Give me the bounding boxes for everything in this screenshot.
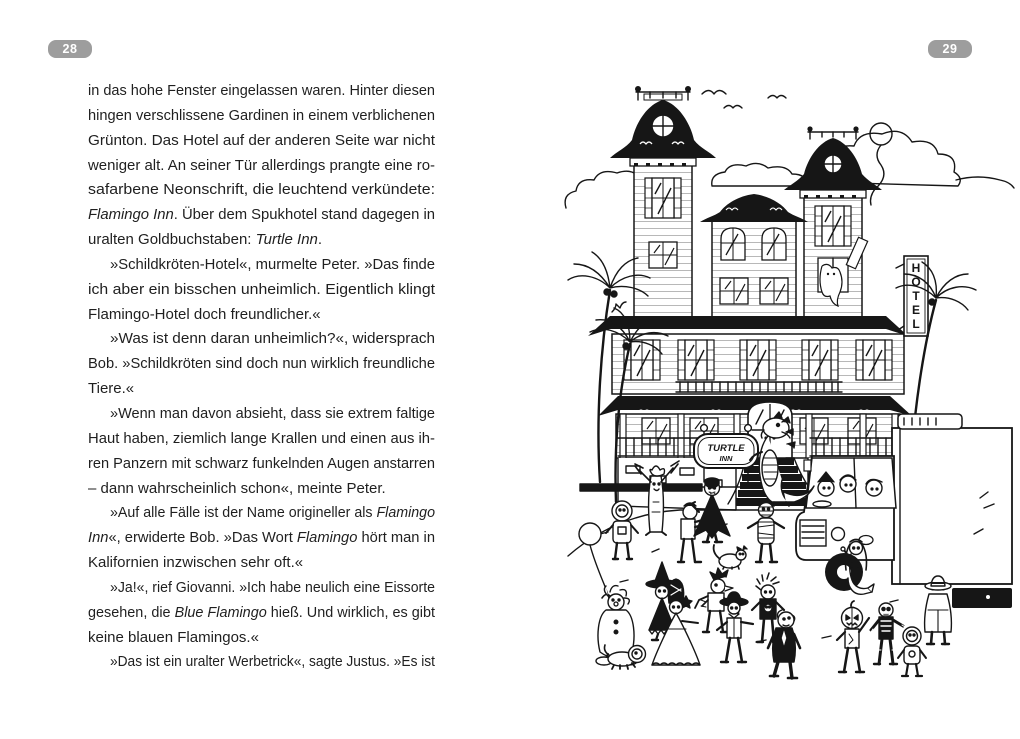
turtle-sign-text-2: INN: [719, 454, 733, 463]
text-line: »Wenn man davon absieht, dass sie extrem faltige: [110, 404, 436, 422]
text-line: »Das ist ein uralter Werbetrick«, sagte Justus. »Es ist: [110, 653, 435, 671]
mummy-character: [748, 503, 784, 563]
astronaut-toddler-character: [898, 627, 926, 676]
text-line: »Auf alle Fälle ist der Name origineller als Flamingo: [110, 504, 435, 522]
text-line: Flamingo-Hotel doch freundlicher.«: [88, 305, 321, 323]
text-line: Bob. »Schildkröten sind doch nun wirklich freundliche: [88, 355, 436, 373]
truck-bumper: [952, 588, 1012, 608]
text-line: safarbene Neonschrift, die leuchtend verkündete:: [88, 181, 436, 199]
text-line: Grünton. Das Hotel auf der anderen Seite war nicht: [88, 131, 435, 149]
astronaut-kid-character: [606, 501, 638, 559]
text-line: weniger alt. An seiner Tür allerdings prangte eine ro-: [88, 156, 436, 174]
cat-character: [714, 545, 747, 569]
cowboy-character: [717, 592, 753, 662]
truck-mirror: [804, 460, 811, 471]
text-line: »Ja!«, rief Giovanni. »Ich habe neulich eine Eissorte: [110, 578, 436, 596]
text-line: Inn«, erwiderte Bob. »Das Wort Flamingo hört man in: [88, 529, 436, 547]
text-line: gesehen, die Blue Flamingo hieß. Und wirklich, es gibt: [88, 603, 436, 621]
center-dormer: [700, 194, 808, 318]
hotel-sign-letter: T: [912, 289, 920, 303]
text-line: hingen verschlissene Gardinen in einem verblichenen: [88, 106, 436, 124]
hotel-sign: [896, 256, 928, 336]
text-line: »Was ist denn daran unheimlich?«, widersprach: [110, 330, 435, 348]
page-number-right: 29: [928, 40, 972, 58]
text-line: ich aber ein bisschen unheimlich. Eigentlich klingt: [88, 280, 436, 298]
hotel-sign-letter: L: [912, 317, 920, 331]
text-line: Kalifornien inzwischen sehr oft.«: [88, 554, 304, 572]
birds-icon: [702, 91, 786, 109]
text-line: ren Panzern mit schwarz funkelnden Augen anstarren: [88, 454, 435, 472]
text-line: uralten Goldbuchstaben: Turtle Inn.: [88, 231, 323, 249]
text-line: Haut haben, ziemlich lange Krallen und einen aus ih-: [88, 429, 435, 447]
hotel-sign-letter: O: [911, 275, 921, 289]
turtle-sign-text-1: TURTLE: [707, 443, 745, 454]
text-line: – dann wahrscheinlich schon«, meinte Peter.: [88, 479, 386, 497]
pumpkin-head-kid-character: [837, 601, 869, 672]
truck-headlight: [832, 528, 845, 541]
body-text: [88, 79, 435, 675]
text-line: in das hohe Fenster eingelassen waren. Hinter diesen: [88, 82, 436, 99]
text-line: keine blauen Flamingos.«: [88, 628, 259, 646]
truck-grille: [800, 520, 826, 546]
text-line: »Schildkröten-Hotel«, murmelte Peter. »Das finde: [110, 255, 436, 273]
detective-character: [925, 576, 952, 644]
hotel-sign-letter: H: [911, 261, 921, 275]
truck-ac-unit: [898, 414, 962, 429]
hotel-illustration: [560, 82, 1015, 694]
hotel-sign-letter: E: [911, 303, 921, 317]
page-number-left: 28: [48, 40, 92, 58]
text-line: Flamingo Inn. Über dem Spukhotel stand dagegen in: [88, 206, 436, 224]
text-line: Tiere.«: [88, 380, 135, 398]
